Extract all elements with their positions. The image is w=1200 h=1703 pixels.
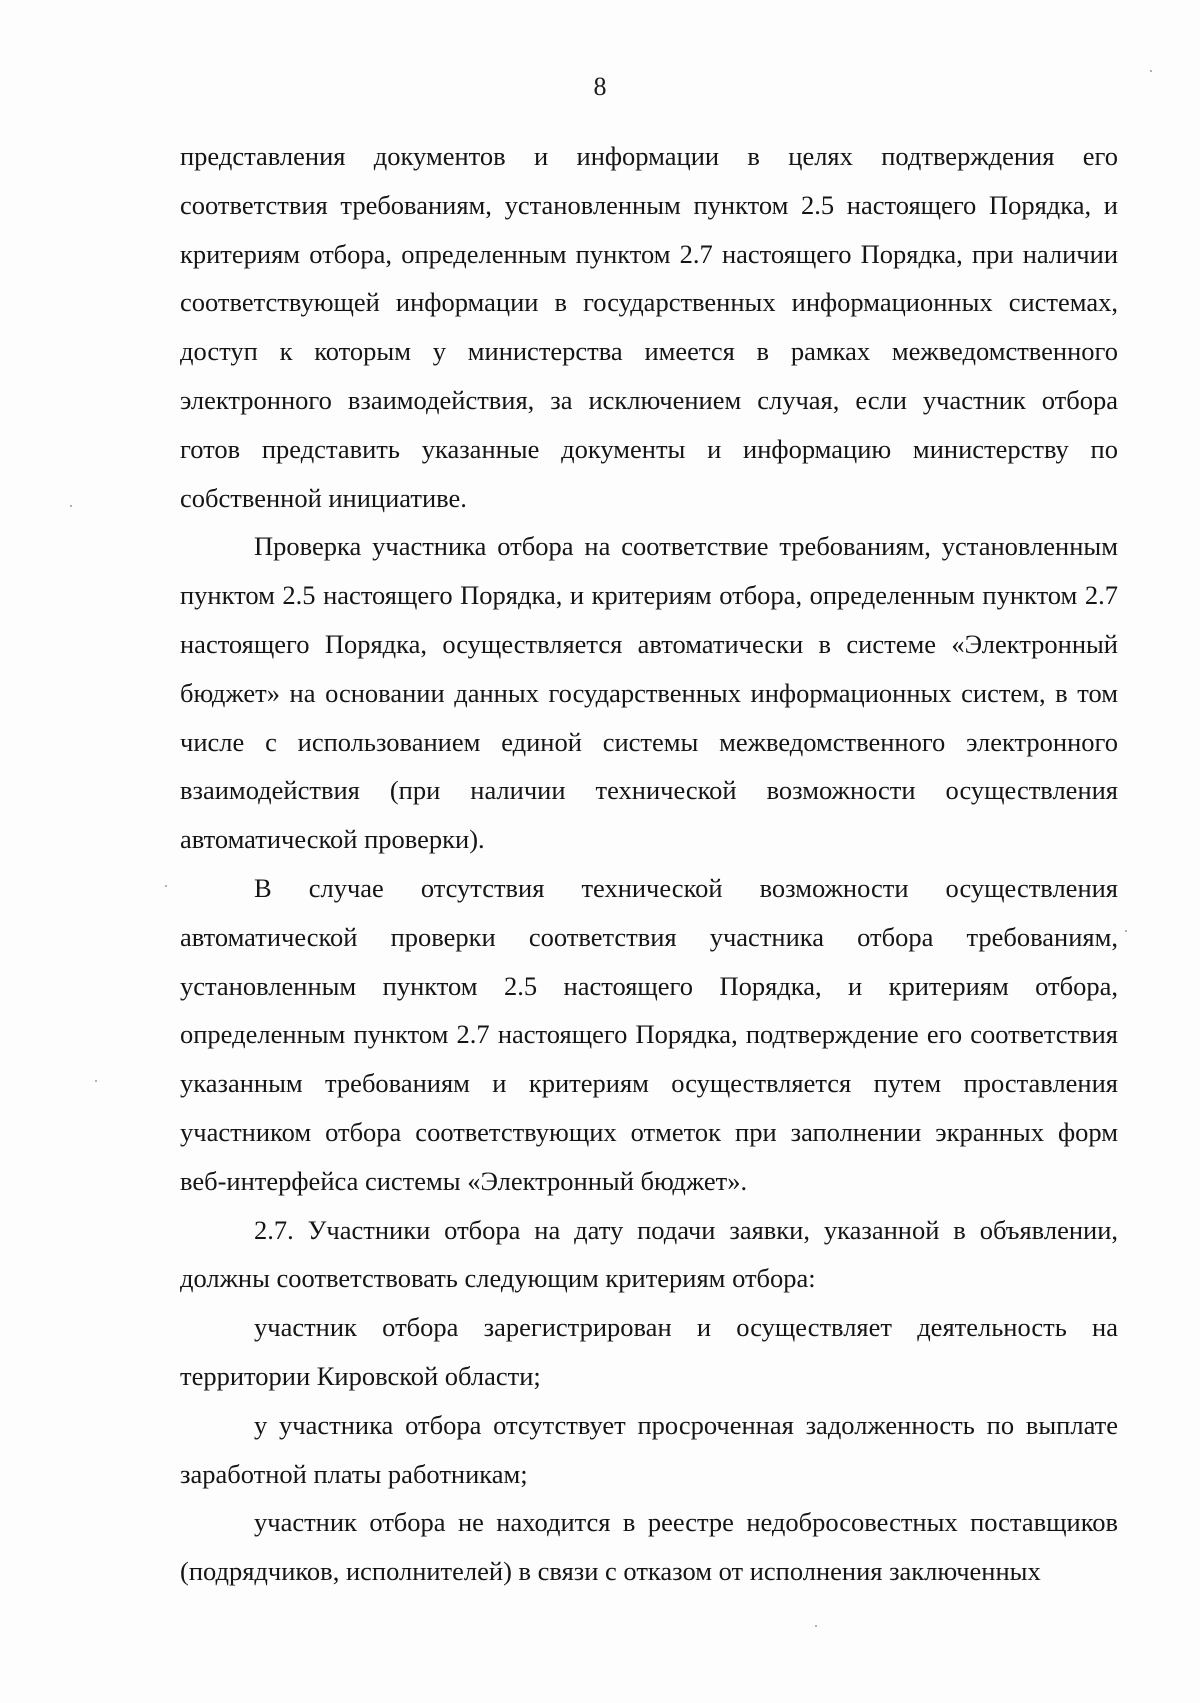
paragraph-criterion-wages: у участника отбора отсутствует просроченная задолженность по выплате заработной платы работникам; — [180, 1409, 1118, 1489]
page-number: 8 — [593, 72, 607, 101]
paragraph-manual-verification: В случае отсутствия технической возможности осуществления автоматической проверки соответствия участника отбора требованиям, установленным пунктом 2.5 настоящего Порядка, и критериям отбора, определенным пунктом 2.7 настоящего Порядка, подтверждение его соответствия указанным требованиям и критериям осуществляется путем проставления участником отбора соответствующих отметок при заполнении экранных форм веб-интерфейса системы «Электронный бюджет». — [180, 872, 1118, 1196]
scan-speck — [815, 1625, 817, 1627]
scan-speck — [95, 1080, 97, 1082]
paragraph-verification: Проверка участника отбора на соответствие требованиям, установленным пунктом 2.5 настоящего Порядка, и критериям отбора, определенным пунктом 2.7 настоящего Порядка, осуществляется автоматически в системе «Электронный бюджет» на основании данных государственных информационных систем, в том числе с использованием единой системы межведомственного электронного взаимодействия (при наличии технической возможности осуществления автоматической проверки). — [180, 531, 1118, 855]
paragraph-criterion-registry: участник отбора не находится в реестре недобросовестных поставщиков (подрядчиков, исполнителей) в связи с отказом от исполнения заключенных — [180, 1507, 1118, 1587]
scan-speck — [70, 505, 72, 507]
document-body — [180, 132, 1118, 1596]
paragraph-continuation: представления документов и информации в целях подтверждения его соответствия требованиям, установленным пунктом 2.5 настоящего Порядка, и критериям отбора, определенным пунктом 2.7 настоящего Порядка, при наличии соответствующей информации в государственных информационных системах, доступ к которым у министерства имеется в рамках межведомственного электронного взаимодействия, за исключением случая, если участник отбора готов представить указанные документы и информацию министерству по собственной инициативе. — [180, 141, 1118, 513]
scan-speck — [1125, 930, 1127, 932]
paragraph-criterion-registration: участник отбора зарегистрирован и осуществляет деятельность на территории Кировской области; — [180, 1312, 1118, 1391]
paragraph-section-2-7: 2.7. Участники отбора на дату подачи заявки, указанной в объявлении, должны соответствовать следующим критериям отбора: — [180, 1214, 1118, 1294]
scan-speck — [1150, 70, 1152, 72]
scan-speck — [165, 885, 167, 887]
